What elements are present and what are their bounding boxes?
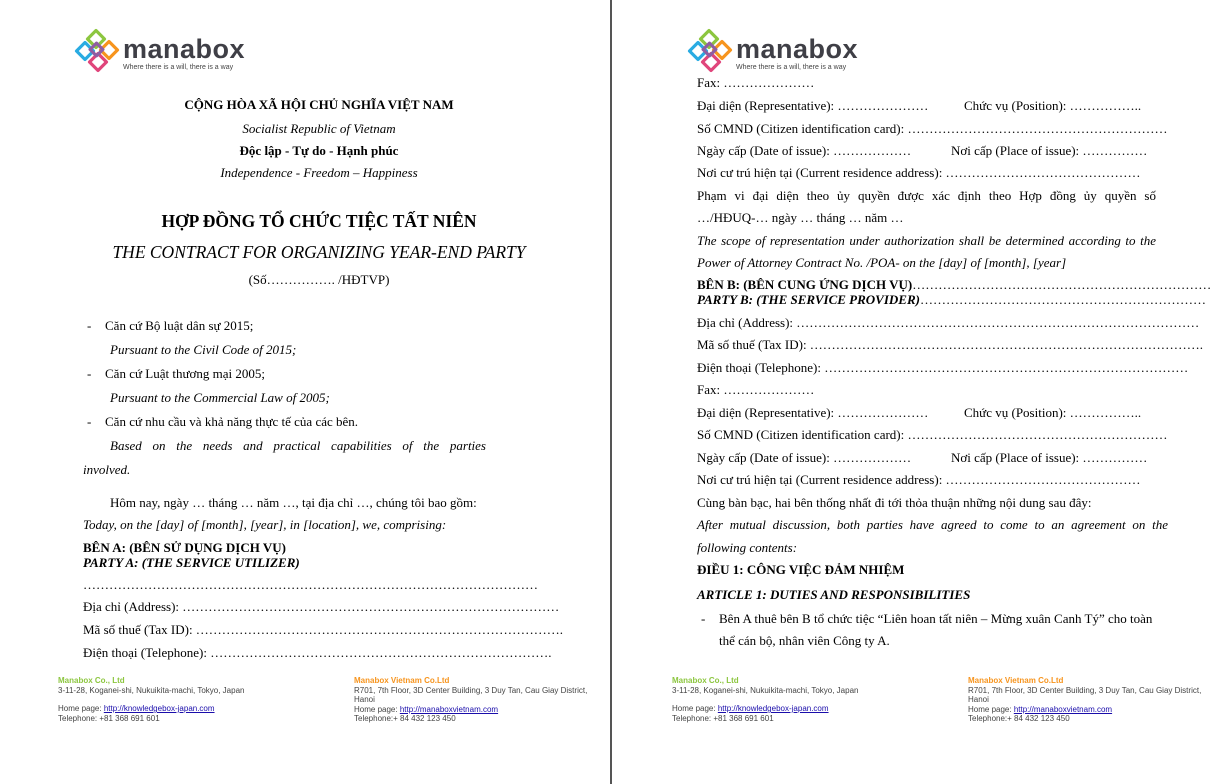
basis-civil-code-vn: Căn cứ Bộ luật dân sự 2015; <box>105 318 254 333</box>
footer-vn-address-2: Hanoi <box>354 695 375 704</box>
today-statement-en: Today, on the [day] of [month], [year], in [location], we, comprising: <box>83 517 447 532</box>
brand-tagline: Where there is a will, there is a way <box>123 64 234 71</box>
footer-jp-home-link[interactable]: http://knowledgebox-japan.com <box>103 704 215 713</box>
party-b-heading-vn: BÊN B: (BÊN CUNG ỨNG DỊCH VỤ) <box>697 277 913 292</box>
party-b-fax-field: Fax: ………………… <box>697 382 815 397</box>
motto-vn: Độc lập - Tự do - Hạnh phúc <box>239 143 399 158</box>
footer-vn-home-link[interactable]: http://manaboxvietnam.com <box>399 704 499 714</box>
party-a-id-card-field: Số CMND (Citizen identification card): …………………………………………………… <box>697 121 1168 136</box>
party-a-tax-field: Mã số thuế (Tax ID): …………………………………………………………………………. <box>83 622 564 637</box>
footer-jp-home-link-right[interactable]: http://knowledgebox-japan.com <box>717 704 829 713</box>
footer-vn-company: Manabox Vietnam Co.Ltd <box>354 676 450 685</box>
footer-vn-phone: Telephone:+ 84 432 123 450 <box>354 714 456 723</box>
footer-jp-address: 3-11-28, Koganei-shi, Nukuikita-machi, Tokyo, Japan <box>58 685 245 695</box>
party-b-representative-field: Đại diện (Representative): ………………… <box>697 405 929 420</box>
basis-commercial-law-vn: Căn cứ Luật thương mại 2005; <box>105 366 265 381</box>
agreement-en-line1: After mutual discussion, both parties have agreed to come to an agreement on the <box>697 517 1168 532</box>
article-1-item-line1: Bên A thuê bên B tổ chức tiệc “Liên hoan tất niên – Mừng xuân Canh Tý” cho toàn <box>719 611 1153 626</box>
party-a-residence-field: Nơi cư trú hiện tại (Current residence address): ……………………………………… <box>697 165 1141 180</box>
footer-japan-office-right <box>672 676 858 723</box>
scope-en-line2: Power of Attorney Contract No. /POA- on the [day] of [month], [year] <box>697 255 1067 270</box>
article-1-heading-en: ARTICLE 1: DUTIES AND RESPONSIBILITIES <box>697 587 971 602</box>
country-name-vn: CỘNG HÒA XÃ HỘI CHỦ NGHĨA VIỆT NAM <box>184 97 454 112</box>
party-b-position-field: Chức vụ (Position): …………….. <box>964 405 1142 420</box>
article-1-bullet: - <box>701 611 706 626</box>
footer-vn-home-link-right[interactable]: http://manaboxvietnam.com <box>1013 704 1113 714</box>
basis-needs-vn: Căn cứ nhu cầu và khả năng thực tế của các bên. <box>105 414 359 429</box>
party-a-phone-field: Điện thoại (Telephone): ……………………………………………………………………. <box>83 645 552 660</box>
party-a-issue-place-field: Nơi cấp (Place of issue): …………… <box>951 143 1148 158</box>
party-a-address-field: Địa chỉ (Address): …………………………………………………………………………… <box>83 599 560 614</box>
agreement-vn: Cùng bàn bạc, hai bên thống nhất đi tới thỏa thuận những nội dung sau đây: <box>697 495 1092 510</box>
footer-jp-phone-right: Telephone: +81 368 691 601 <box>672 713 774 723</box>
basis-civil-code-en: Pursuant to the Civil Code of 2015; <box>110 342 297 357</box>
party-a-fax-field: Fax: ………………… <box>697 75 815 90</box>
basis-commercial-law-en: Pursuant to the Commercial Law of 2005; <box>110 390 330 405</box>
brand-name: manabox <box>123 34 246 64</box>
party-b-tax-field: Mã số thuế (Tax ID): ………………………………………………………………………………. <box>697 337 1204 352</box>
scope-en-line1: The scope of representation under authorization shall be determined according to the <box>697 233 1156 248</box>
party-a-position-field: Chức vụ (Position): …………….. <box>964 98 1142 113</box>
party-b-heading-en: PARTY B: (THE SERVICE PROVIDER) <box>697 292 920 307</box>
scope-vn-line1: Phạm vi đại diện theo ủy quyền được xác định theo Hợp đồng ủy quyền số <box>697 188 1156 203</box>
party-a-heading-vn: BÊN A: (BÊN SỬ DỤNG DỊCH VỤ) <box>83 540 286 555</box>
party-b-id-card-field: Số CMND (Citizen identification card): …………………………………………………… <box>697 427 1168 442</box>
contract-title-vn: HỢP ĐỒNG TỔ CHỨC TIỆC TẤT NIÊN <box>161 211 477 231</box>
basis-bullet-1: - <box>87 318 92 333</box>
party-b-phone-field: Điện thoại (Telephone): ………………………………………………………………………… <box>697 360 1189 375</box>
motto-en: Independence - Freedom – Happiness <box>220 165 418 180</box>
basis-bullet-3: - <box>87 414 92 429</box>
footer-jp-address-right: 3-11-28, Koganei-shi, Nukuikita-machi, Tokyo, Japan <box>672 685 859 695</box>
party-a-heading-en: PARTY A: (THE SERVICE UTILIZER) <box>83 555 300 570</box>
manabox-flower-icon <box>75 31 119 75</box>
footer-jp-home-label-right: Home page: <box>672 704 718 713</box>
basis-bullet-2: - <box>87 366 92 381</box>
party-b-heading-en-row <box>697 292 1206 308</box>
footer-jp-company-right: Manabox Co., Ltd <box>672 676 739 685</box>
contract-title-en: THE CONTRACT FOR ORGANIZING YEAR-END PARTY <box>112 242 526 262</box>
basis-needs-en-line1: Based on the needs and practical capabilities of the parties <box>110 438 486 453</box>
footer-vn-home-label-right: Home page: <box>968 704 1014 714</box>
footer-japan-office <box>58 676 244 723</box>
brand-tagline-right: Where there is a will, there is a way <box>736 64 847 71</box>
footer-vn-phone-right: Telephone:+ 84 432 123 450 <box>968 714 1070 723</box>
footer-jp-company: Manabox Co., Ltd <box>58 676 125 685</box>
party-b-issue-place-field: Nơi cấp (Place of issue): …………… <box>951 450 1148 465</box>
scope-vn-line2: …/HĐUQ-… ngày … tháng … năm … <box>697 210 904 225</box>
country-name-en: Socialist Republic of Vietnam <box>242 121 396 136</box>
footer-vietnam-office-right <box>968 676 1213 724</box>
manabox-flower-icon-right <box>688 31 732 75</box>
party-b-heading-en-dots: ………………………………………………………… <box>919 292 1206 307</box>
footer-jp-home-label: Home page: <box>58 704 104 713</box>
footer-jp-phone: Telephone: +81 368 691 601 <box>58 713 160 723</box>
party-b-heading-vn-row <box>697 277 1212 293</box>
party-b-address-field: Địa chỉ (Address): ………………………………………………………………………………… <box>697 315 1200 330</box>
party-b-residence-field: Nơi cư trú hiện tại (Current residence address): ……………………………………… <box>697 472 1141 487</box>
footer-vn-company-right: Manabox Vietnam Co.Ltd <box>968 676 1064 685</box>
footer-vietnam-office <box>354 676 604 724</box>
footer-vn-home-label: Home page: <box>354 704 400 714</box>
footer-vn-address-2-right: Hanoi <box>968 695 989 704</box>
footer-vn-address-1: R701, 7th Floor, 3D Center Building, 3 Duy Tan, Cau Giay District, <box>354 685 588 695</box>
party-a-representative-field: Đại diện (Representative): ………………… <box>697 98 929 113</box>
party-b-heading-vn-dots: …………………………………………………………… <box>912 277 1212 292</box>
today-statement-vn: Hôm nay, ngày … tháng … năm …, tại địa chỉ …, chúng tôi bao gồm: <box>110 495 477 510</box>
party-b-issue-date-field: Ngày cấp (Date of issue): ……………… <box>697 450 912 465</box>
party-a-name-blank: …………………………………………………………………………………………… <box>83 577 538 592</box>
basis-needs-en-line2: involved. <box>83 462 131 477</box>
manabox-logo <box>75 31 245 75</box>
footer-vn-address-1-right: R701, 7th Floor, 3D Center Building, 3 Duy Tan, Cau Giay District, <box>968 685 1202 695</box>
party-a-issue-date-field: Ngày cấp (Date of issue): ……………… <box>697 143 912 158</box>
contract-number: (Số……………. /HĐTVP) <box>248 272 390 287</box>
agreement-en-line2: following contents: <box>697 540 798 555</box>
brand-name-right: manabox <box>736 34 859 64</box>
document-page-right <box>613 0 1218 784</box>
article-1-item-line2: thể cán bộ, nhân viên Công ty A. <box>719 633 890 648</box>
page-divider <box>610 0 612 784</box>
manabox-logo-right <box>688 31 858 75</box>
article-1-heading-vn: ĐIỀU 1: CÔNG VIỆC ĐẢM NHIỆM <box>697 562 905 577</box>
